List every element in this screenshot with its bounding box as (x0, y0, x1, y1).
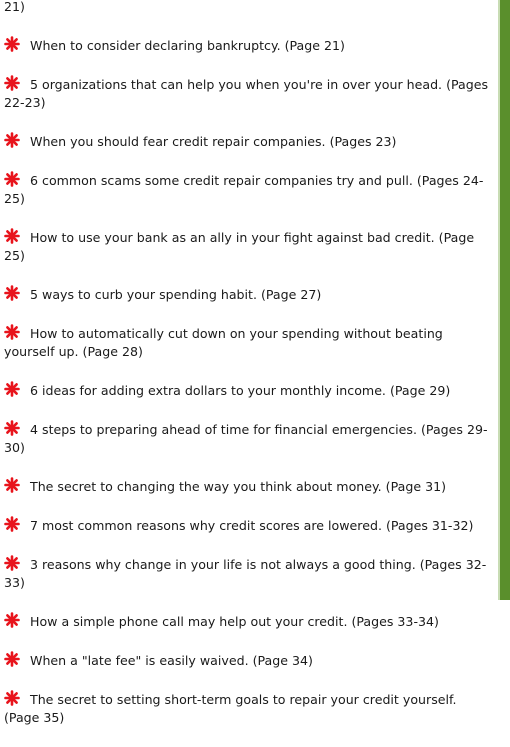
red-asterisk-icon (4, 285, 20, 301)
list-item-text: 6 common scams some credit repair companies try and pull. (Pages 24-25) (4, 173, 484, 206)
list-item (4, 555, 490, 592)
list-item-text: 6 ideas for adding extra dollars to your monthly income. (Page 29) (30, 383, 451, 398)
list-item (4, 228, 490, 265)
list-item-text: 3 reasons why change in your life is not always a good thing. (Pages 32-33) (4, 557, 487, 590)
list-item-text: How to use your bank as an ally in your fight against bad credit. (Page 25) (4, 230, 475, 263)
list-item (4, 75, 490, 112)
list-item (4, 36, 490, 55)
list-item-text: When to consider declaring bankruptcy. (Page 21) (30, 38, 345, 53)
list-item (4, 690, 490, 727)
list-item (4, 132, 490, 151)
page-border (500, 0, 510, 600)
list-item (4, 516, 490, 535)
list-item-text: When a "late fee" is easily waived. (Page 34) (30, 653, 313, 668)
list-item-text: How to automatically cut down on your spending without beating yourself up. (Page 28) (4, 326, 443, 359)
list-item-text: 21) (4, 0, 25, 14)
red-asterisk-icon (4, 477, 20, 493)
red-asterisk-icon (4, 690, 20, 706)
list-item-text: When you should fear credit repair companies. (Pages 23) (30, 134, 397, 149)
list-item-text: The secret to changing the way you think about money. (Page 31) (30, 479, 447, 494)
red-asterisk-icon (4, 171, 20, 187)
red-asterisk-icon (4, 420, 20, 436)
red-asterisk-icon (4, 381, 20, 397)
benefit-list (4, 0, 490, 747)
list-item-text: How a simple phone call may help out your credit. (Pages 33-34) (30, 614, 439, 629)
red-asterisk-icon (4, 324, 20, 340)
red-asterisk-icon (4, 75, 20, 91)
red-asterisk-icon (4, 132, 20, 148)
list-item (4, 285, 490, 304)
red-asterisk-icon (4, 36, 20, 52)
list-item (4, 324, 490, 361)
list-item (4, 381, 490, 400)
list-item (4, 612, 490, 631)
list-item-text: 4 steps to preparing ahead of time for financial emergencies. (Pages 29-30) (4, 422, 488, 455)
red-asterisk-icon (4, 228, 20, 244)
list-item (4, 171, 490, 208)
list-item-text: 5 ways to curb your spending habit. (Page 27) (30, 287, 322, 302)
list-item (4, 0, 490, 16)
list-item-text: 5 organizations that can help you when you're in over your head. (Pages 22-23) (4, 77, 489, 110)
list-item-text: The secret to setting short-term goals to repair your credit yourself. (Page 35) (4, 692, 457, 725)
list-item (4, 477, 490, 496)
red-asterisk-icon (4, 516, 20, 532)
list-item-text: 7 most common reasons why credit scores are lowered. (Pages 31-32) (30, 518, 474, 533)
red-asterisk-icon (4, 651, 20, 667)
list-item (4, 420, 490, 457)
red-asterisk-icon (4, 612, 20, 628)
list-item (4, 651, 490, 670)
red-asterisk-icon (4, 555, 20, 571)
